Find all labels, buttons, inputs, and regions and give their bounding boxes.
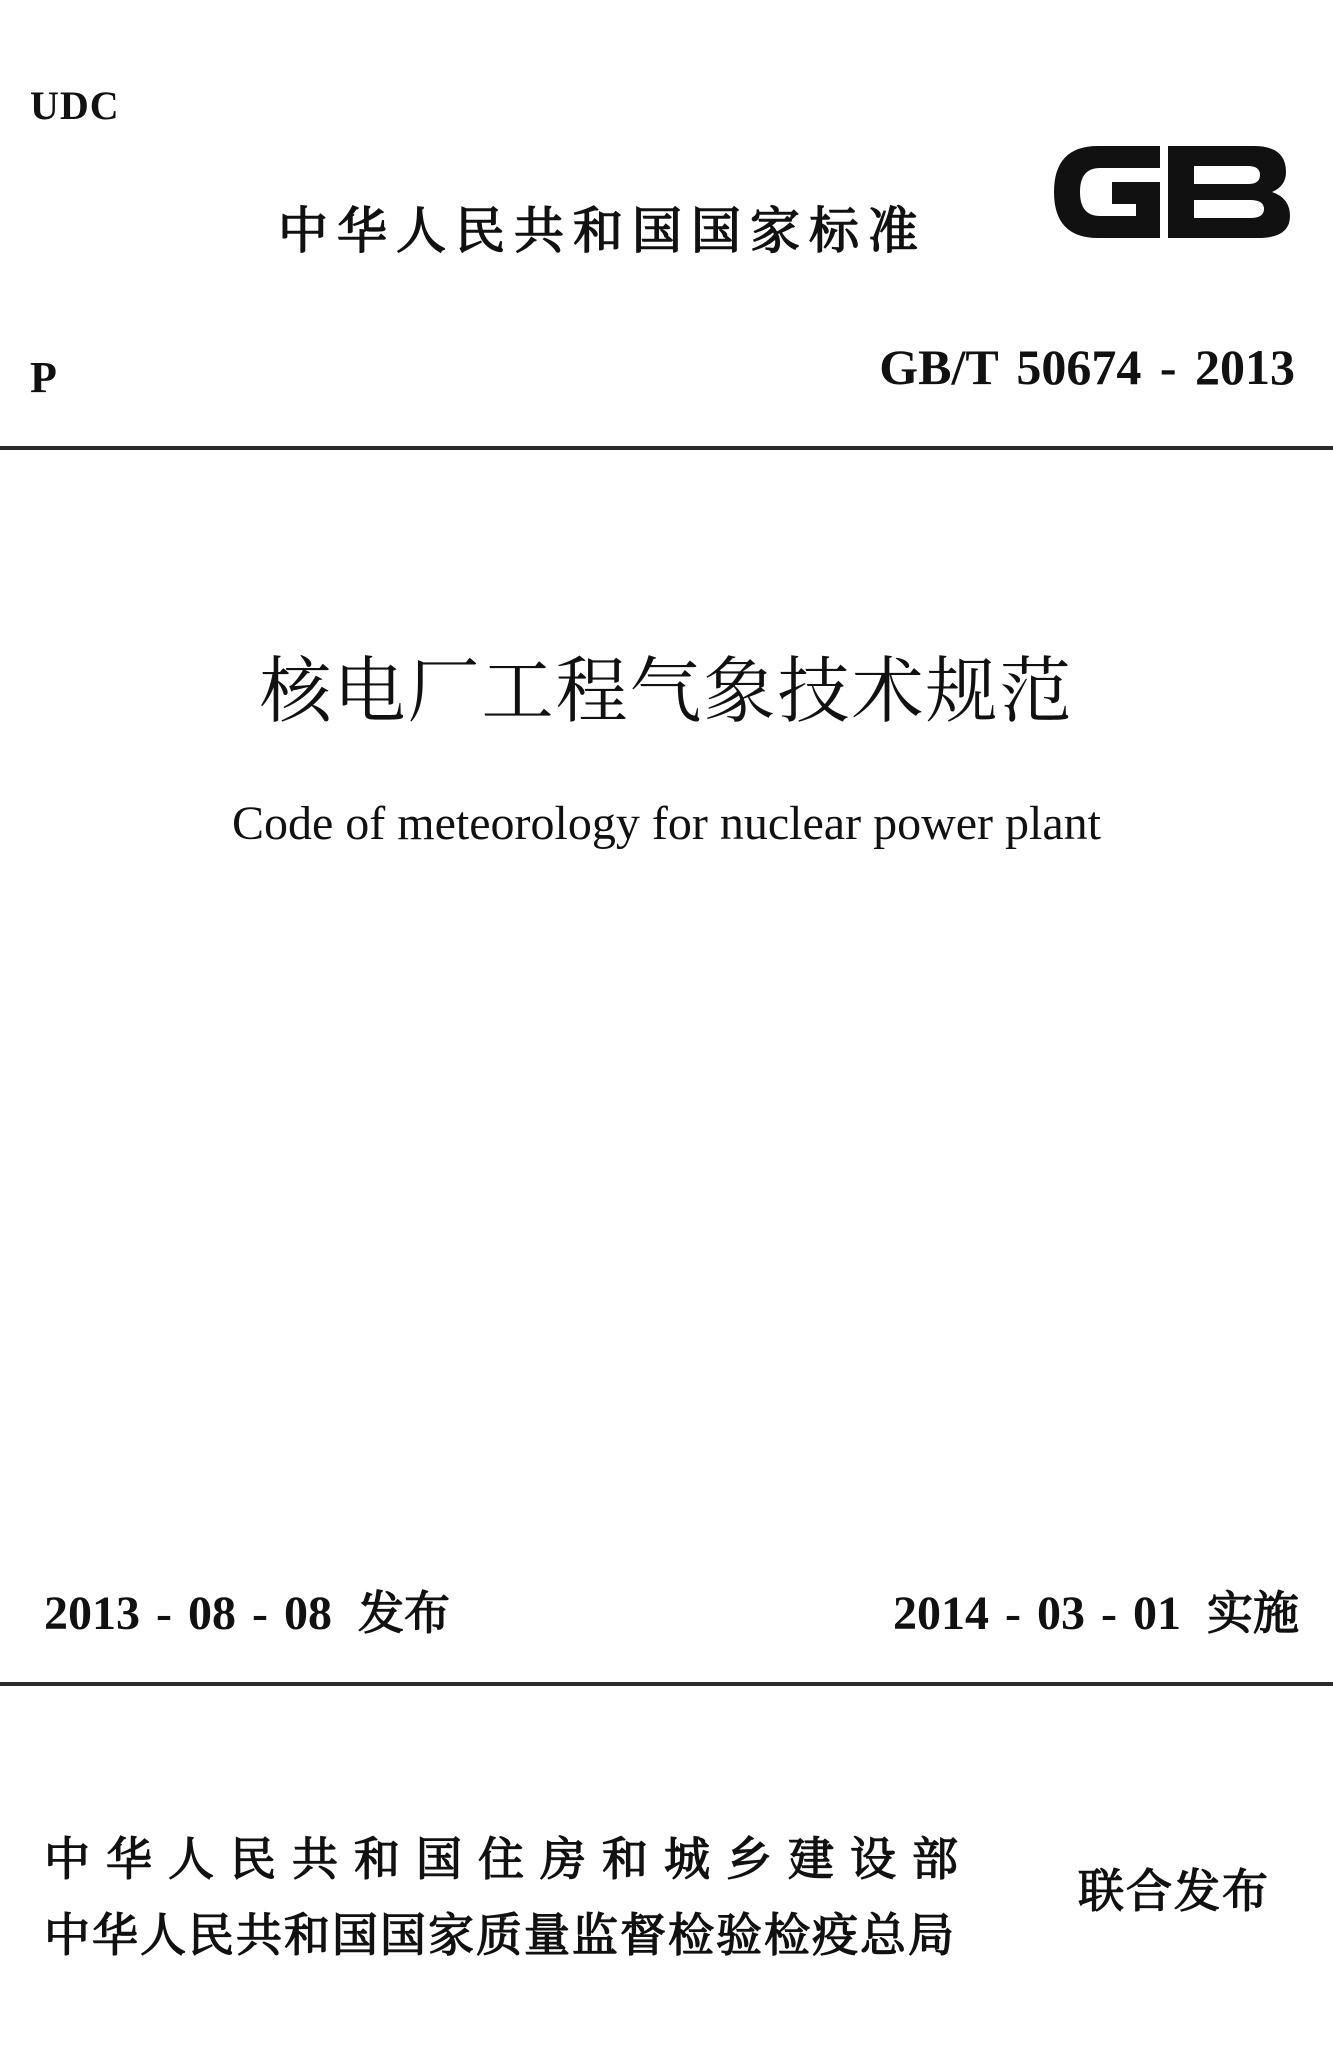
implement-label: 实施 xyxy=(1207,1586,1299,1640)
gb-logo xyxy=(1040,124,1300,260)
title-english: Code of meteorology for nuclear power plant xyxy=(231,797,1102,850)
implement-date: 2014 - 03 - 01 xyxy=(893,1587,1181,1640)
issue-date-row xyxy=(44,1586,450,1640)
issue-label: 发布 xyxy=(357,1586,450,1640)
issuer-line-1: 中华人民共和国住房和城乡建设部 xyxy=(44,1832,974,1886)
udc-label: UDC xyxy=(30,83,120,128)
top-divider xyxy=(0,446,1333,450)
bottom-divider xyxy=(0,1682,1333,1686)
implement-date-row xyxy=(893,1586,1299,1640)
joint-issue-label: 联合发布 xyxy=(1078,1864,1270,1918)
standard-number: GB/T 50674 - 2013 xyxy=(879,339,1295,395)
title-chinese: 核电厂工程气象技术规范 xyxy=(259,649,1074,733)
issue-date: 2013 - 08 - 08 xyxy=(44,1587,332,1640)
category-code: P xyxy=(30,353,57,402)
national-standard-heading: 中华人民共和国国家标准 xyxy=(278,202,927,260)
issuer-block xyxy=(44,1832,974,1962)
issuer-line-2: 中华人民共和国国家质量监督检验检疫总局 xyxy=(44,1908,956,1962)
